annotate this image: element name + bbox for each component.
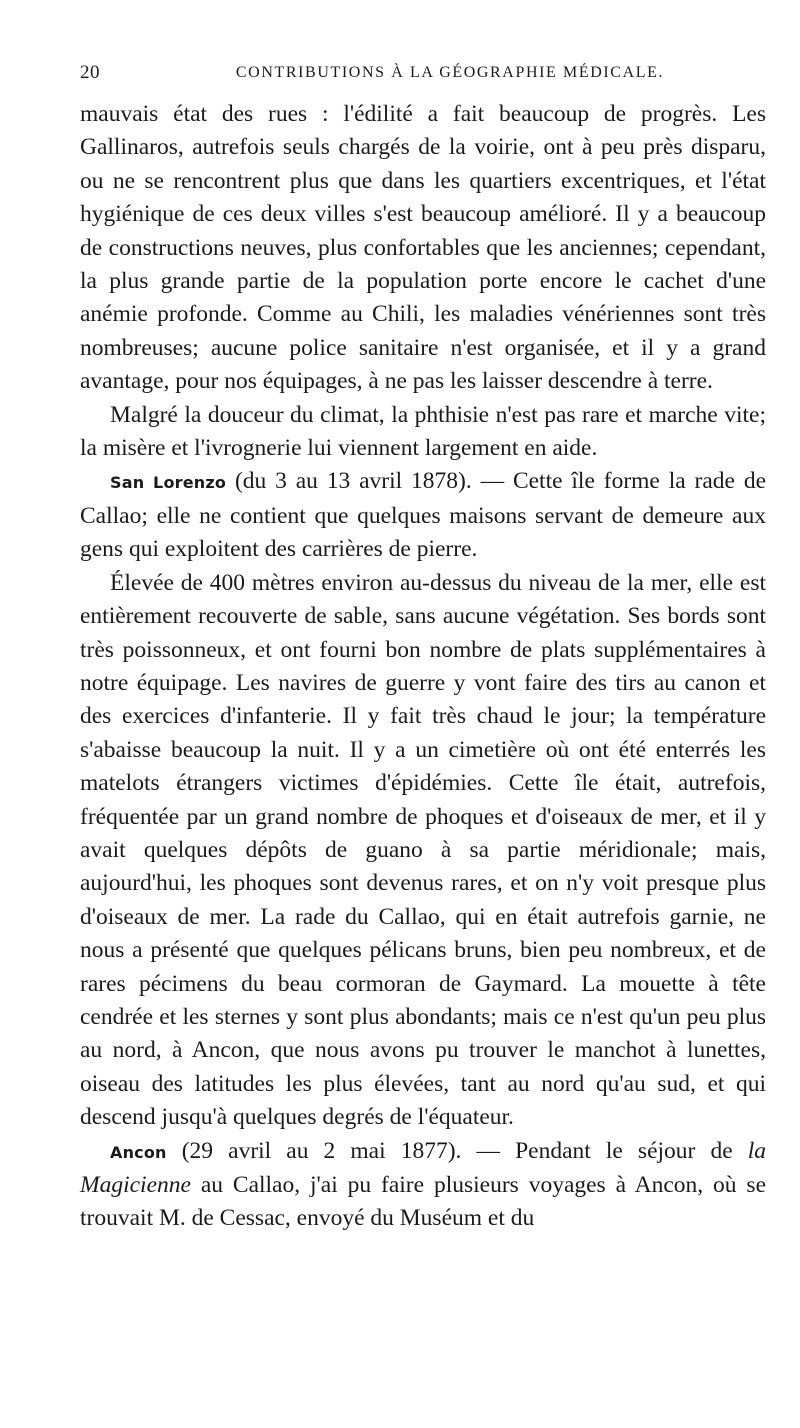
paragraph-phthisie: Malgré la douceur du climat, la phthisie n'est pas rare et marche vite; la misère et l'ivrognerie lui viennent largement en aide.	[80, 401, 766, 462]
running-head	[80, 62, 760, 88]
body-text	[80, 98, 766, 1236]
paragraph-ancon	[80, 1135, 766, 1236]
ship-name: la Magicienne	[80, 1137, 766, 1198]
paragraph-san-lorenzo	[80, 465, 766, 566]
paragraph-san-lorenzo-text: (du 3 au 13 avril 1878). — Cette île forme la rade de Callao; elle ne contient que quelques maisons servant de demeure aux gens qui exploitent des carrières de pierre.	[80, 468, 766, 563]
paragraph-ancon-text-end: au Callao, j'ai pu faire plusieurs voyages à Ancon, où se trouvait M. de Cessac, envoyé du Muséum et du	[80, 1172, 766, 1232]
place-heading-san-lorenzo: San Lorenzo	[110, 473, 227, 493]
paragraph-ancon-text-start: (29 avril au 2 mai 1877). — Pendant le séjour de	[166, 1137, 748, 1164]
paragraph-description-ile: Élevée de 400 mètres environ au-dessus du niveau de la mer, elle est entièrement recouverte de sable, sans aucune végétation. Ses bords sont très poissonneux, et ont fourni bon nombre de plats supplémentaires à notre équipage. Les navires de guerre y vont faire des tirs au canon et des exercices d'infanterie. Il y fait très chaud le jour; la température s'abaisse beaucoup la nuit. Il y a un cimetière où ont été enterrés les matelots étrangers victimes d'épidémies. Cette île était, autrefois, fréquentée par un grand nombre de phoques et d'oiseaux de mer, et il y avait quelques dépôts de guano à sa partie méridionale; mais, aujourd'hui, les phoques sont devenus rares, et on n'y voit presque plus d'oiseaux de mer. La rade du Callao, qui en était autrefois garnie, ne nous a présenté que quelques pélicans bruns, bien peu nombreux, et de rares pécimens du beau cormoran de Gaymard. La mouette à tête cendrée et les sternes y sont plus abondants; mais ce n'est qu'un peu plus au nord, à Ancon, que nous avons pu trouver le manchot à lunettes, oiseau des latitudes les plus élevées, tant au nord qu'au sud, et qui descend jusqu'à quelques degrés de l'équateur.	[80, 569, 766, 1131]
running-title: CONTRIBUTIONS À LA GÉOGRAPHIE MÉDICALE.	[235, 64, 665, 81]
place-heading-ancon: Ancon	[110, 1142, 167, 1162]
paragraph-continued: mauvais état des rues : l'édilité a fait beaucoup de progrès. Les Gallinaros, autrefois seuls chargés de la voirie, ont à peu près disparu, ou ne se rencontrent plus que dans les quartiers excentriques, et l'état hygiénique de ces deux villes s'est beaucoup amélioré. Il y a beaucoup de constructions neuves, plus confortables que les anciennes; cependant, la plus grande partie de la population porte encore le cachet d'une anémie profonde. Comme au Chili, les maladies vénériennes sont très nombreuses; aucune police sanitaire n'est organisée, et il y a grand avantage, pour nos équipages, à ne pas les laisser descendre à terre.	[80, 101, 766, 395]
page-number: 20	[80, 62, 100, 83]
